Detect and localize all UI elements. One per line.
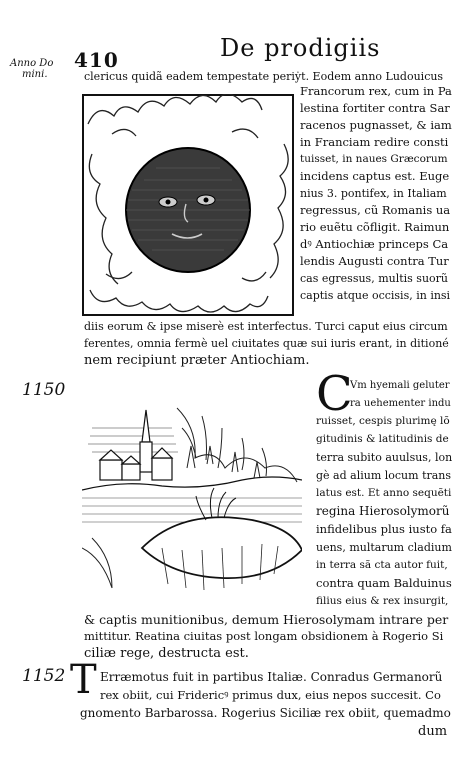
text-line: latus est. Et anno sequẽti bbox=[316, 487, 452, 499]
text-line: cas egressus, multis suorũ bbox=[300, 272, 449, 285]
text-line: captis atque occisis, in insi bbox=[300, 289, 451, 302]
text-line: racenos pugnasset, & iam bbox=[300, 118, 452, 132]
drop-cap: C bbox=[316, 366, 353, 422]
text-line: ra uehementer indu bbox=[350, 398, 451, 409]
text-line: tuisset, in naues Græcorum bbox=[300, 153, 448, 165]
text-line: ferentes, omnia fermè uel ciuitates quæ sui iuris erant, in ditioné bbox=[84, 337, 449, 350]
margin-note-anno-domini bbox=[10, 58, 53, 80]
text-line: in Franciam redire consti bbox=[300, 135, 449, 149]
text-line: diis eorum & ipse miserè est interfectus. Turci caput eius circum bbox=[84, 320, 448, 333]
text-line: filius eius & rex insurgit, bbox=[316, 595, 449, 607]
landscape-woodcut-icon bbox=[82, 398, 302, 598]
text-line: Francorum rex, cum in Pa bbox=[300, 84, 452, 98]
text-line: ruisset, cespis plurimę lõ bbox=[316, 415, 450, 427]
text-line: lestina fortiter contra Sar bbox=[300, 101, 450, 115]
eclipsed-sun-woodcut-icon bbox=[82, 94, 294, 316]
page-number: 410 bbox=[74, 48, 119, 72]
text-line: gnomento Barbarossa. Rogerius Siciliæ rex obiit, quemadmo bbox=[80, 706, 451, 720]
text-line: rex obiit, cui Fridericꝰ primus dux, eius nepos succesit. Co bbox=[100, 688, 441, 702]
text-line: dꝰ Antiochiæ princeps Ca bbox=[300, 237, 449, 251]
text-line: mittitur. Reatina ciuitas post longam obsidionem à Rogerio Si bbox=[84, 629, 444, 643]
text-line: dum bbox=[418, 724, 448, 739]
text-line: ciliæ rege, destructa est. bbox=[84, 646, 249, 661]
text-line: gè ad alium locum trans bbox=[316, 469, 452, 482]
text-line: incidens captus est. Euge bbox=[300, 169, 450, 183]
text-line: clericus quidã eadem tempestate periẏt. Eodem anno Ludouicus bbox=[84, 70, 444, 83]
text-line: Erræmotus fuit in partibus Italiæ. Conradus Germanorũ bbox=[100, 670, 443, 684]
text-line: lendis Augusti contra Tur bbox=[300, 254, 449, 268]
text-line: uens, multarum cladium bbox=[316, 541, 452, 554]
margin-note-line: Anno Do bbox=[10, 58, 54, 69]
text-line: contra quam Balduinus bbox=[316, 576, 452, 590]
text-line: terra subito auulsus, lon bbox=[316, 451, 453, 464]
text-line: nius 3. pontifex, in Italiam bbox=[300, 187, 447, 200]
text-line: & captis munitionibus, demum Hierosolymam intrare per bbox=[84, 612, 449, 627]
text-line: regressus, cũ Romanis ua bbox=[300, 203, 451, 217]
margin-note-line: mini. bbox=[22, 69, 48, 80]
year-marginal-note: 1150 bbox=[22, 380, 66, 400]
year-marginal-note: 1152 bbox=[22, 666, 66, 686]
drop-cap: T bbox=[70, 657, 97, 703]
text-line: nem recipiunt præter Antiochiam. bbox=[84, 353, 310, 368]
text-line: Vm hyemali geluter bbox=[350, 380, 450, 391]
running-head: De prodigiis bbox=[220, 34, 381, 62]
text-line: gitudinis & latitudinis de bbox=[316, 433, 449, 445]
text-line: regina Hierosolymorũ bbox=[316, 504, 450, 518]
text-line: rio euẽtu cõfligit. Raimun bbox=[300, 220, 450, 234]
text-line: infidelibus plus iusto fa bbox=[316, 522, 452, 536]
text-line: in terra sã cta autor fuit, bbox=[316, 559, 448, 571]
